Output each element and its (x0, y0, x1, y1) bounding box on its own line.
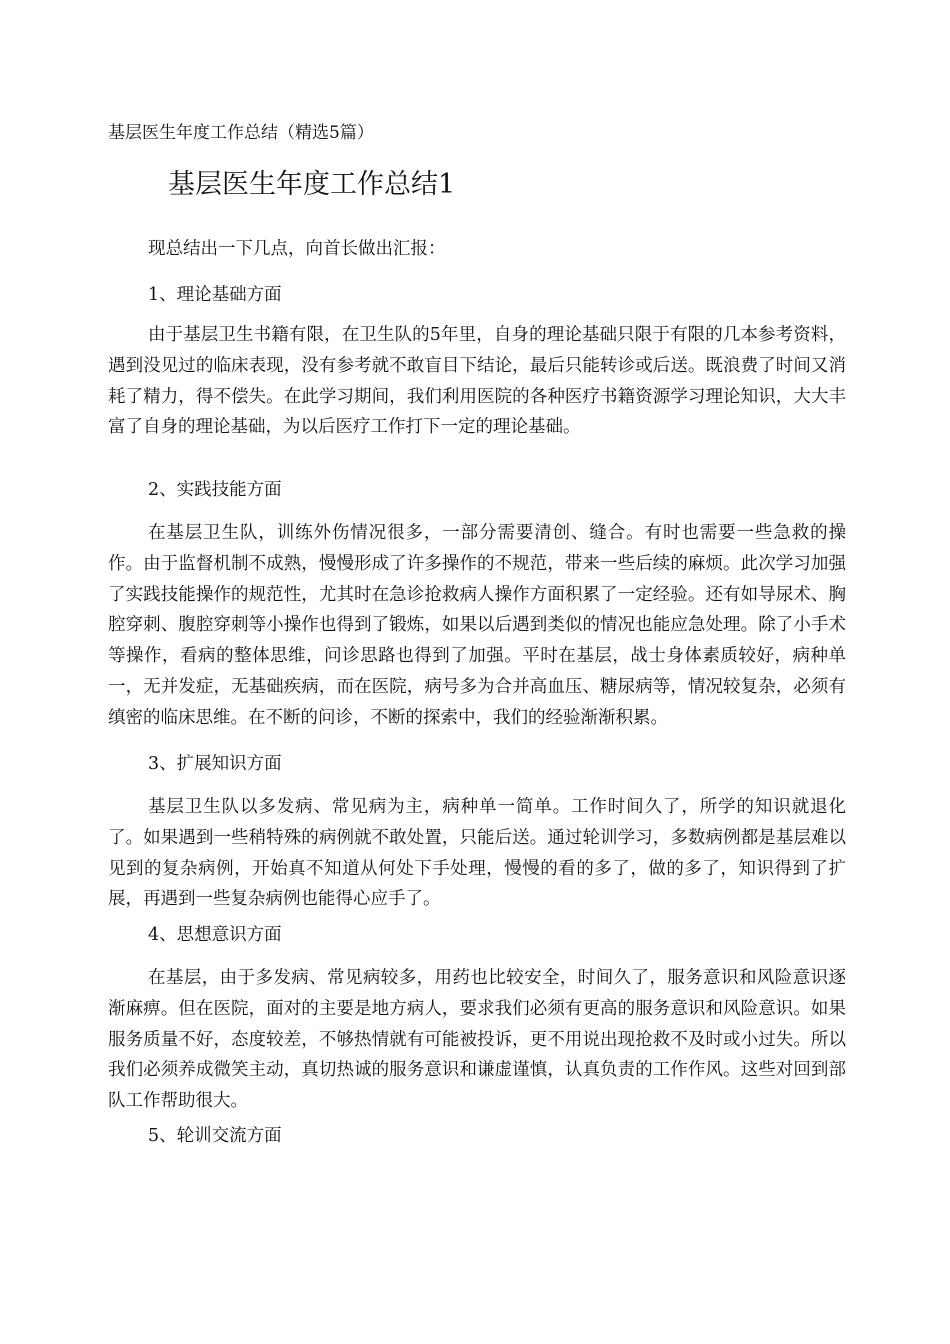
section-heading-practice: 2、实践技能方面 (148, 480, 282, 500)
section-paragraph-practice: 在基层卫生队，训练外伤情况很多，一部分需要清创、缝合。有时也需要一些急救的操作。由于监督机制不成熟，慢慢形成了许多操作的不规范，带来一些后续的麻烦。此次学习加强了实践技能操作的规范性，尤其时在急诊抢救病人操作方面积累了一定经验。还有如导尿术、胸腔穿刺、腹腔穿刺等小操作也得到了锻炼，如果以后遇到类似的情况也能应急处理。除了小手术等操作，看病的整体思维，问诊思路也得到了加强。平时在基层，战士身体素质较好，病种单一，无并发症，无基础疾病，而在医院，病号多为合并高血压、糖尿病等，情况较复杂，必须有缜密的临床思维。在不断的问诊，不断的探索中，我们的经验渐渐积累。 (108, 523, 846, 728)
section-heading-theory: 1、理论基础方面 (148, 285, 282, 305)
intro-text: 现总结出一下几点，向首长做出汇报： (148, 239, 446, 259)
section-heading-knowledge: 3、扩展知识方面 (148, 754, 282, 774)
section-heading-mindset: 4、思想意识方面 (148, 925, 282, 945)
section-heading-exchange: 5、轮训交流方面 (148, 1126, 282, 1146)
section-paragraph-mindset: 在基层，由于多发病、常见病较多，用药也比较安全，时间久了，服务意识和风险意识逐渐麻痹。但在医院，面对的主要是地方病人，要求我们必须有更高的服务意识和风险意识。如果服务质量不好，态度较差，不够热情就有可能被投诉，更不用说出现抢救不及时或小过失。所以我们必须养成微笑主动，真切热诚的服务意识和谦虚谨慎，认真负责的工作作风。这些对回到部队工作帮助很大。 (108, 968, 846, 1112)
document-title: 基层医生年度工作总结（精选5篇） (108, 123, 374, 143)
section-paragraph-theory: 由于基层卫生书籍有限，在卫生队的5年里，自身的理论基础只限于有限的几本参考资料，遇到没见过的临床表现，没有参考就不敢盲目下结论，最后只能转诊或后送。既浪费了时间又消耗了精力，得不偿失。在此学习期间，我们利用医院的各种医疗书籍资源学习理论知识，大大丰富了自身的理论基础，为以后医疗工作打下一定的理论基础。 (108, 325, 846, 438)
section-title: 基层医生年度工作总结1 (168, 169, 456, 200)
section-paragraph-knowledge: 基层卫生队以多发病、常见病为主，病种单一简单。工作时间久了，所学的知识就退化了。如果遇到一些稍特殊的病例就不敢处置，只能后送。通过轮训学习，多数病例都是基层难以见到的复杂病例，开始真不知道从何处下手处理，慢慢的看的多了，做的多了，知识得到了扩展，再遇到一些复杂病例也能得心应手了。 (108, 797, 846, 910)
